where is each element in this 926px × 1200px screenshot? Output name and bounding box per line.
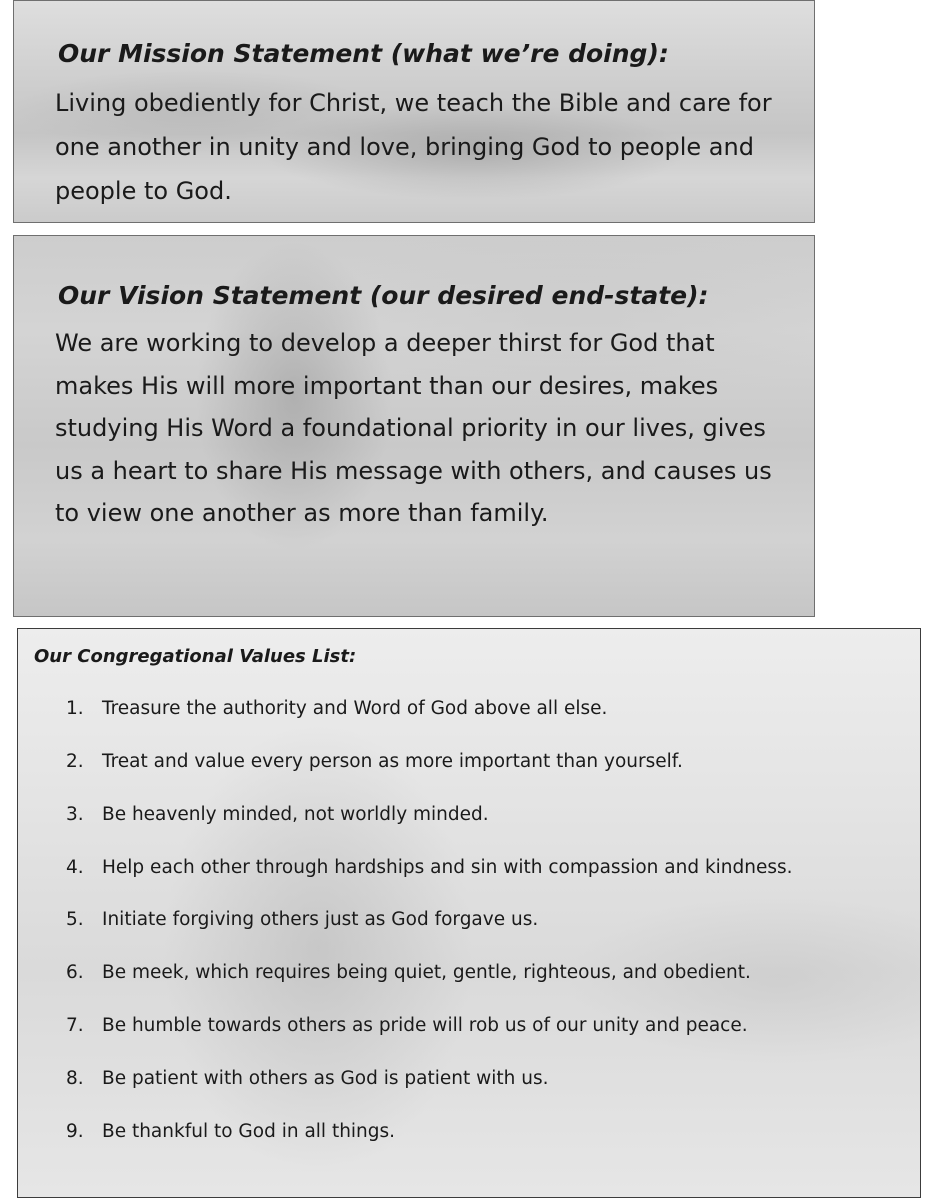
- value-number: 3.: [66, 804, 84, 825]
- mission-statement-panel: [13, 0, 815, 223]
- value-item: [66, 797, 906, 832]
- value-item: [66, 1061, 906, 1096]
- values-heading: Our Congregational Values List:: [34, 646, 357, 667]
- value-number: 9.: [66, 1121, 84, 1142]
- values-list-panel: [17, 628, 921, 1198]
- value-item: [66, 902, 906, 937]
- vision-statement-panel: [13, 235, 815, 617]
- value-item: [66, 744, 906, 779]
- mission-heading: Our Mission Statement (what we’re doing):: [58, 39, 669, 68]
- value-text: Be meek, which requires being quiet, gentle, righteous, and obedient.: [102, 962, 751, 983]
- value-text: Treasure the authority and Word of God above all else.: [102, 698, 608, 719]
- value-number: 2.: [66, 751, 84, 772]
- value-number: 4.: [66, 857, 84, 878]
- value-number: 8.: [66, 1068, 84, 1089]
- value-text: Be patient with others as God is patient with us.: [102, 1068, 549, 1089]
- value-text: Help each other through hardships and sin with compassion and kindness.: [102, 857, 793, 878]
- value-number: 7.: [66, 1015, 84, 1036]
- values-list: [66, 691, 906, 1167]
- value-text: Treat and value every person as more important than yourself.: [102, 751, 683, 772]
- vision-heading: Our Vision Statement (our desired end-state):: [58, 281, 709, 310]
- value-text: Be thankful to God in all things.: [102, 1121, 396, 1142]
- value-item: [66, 691, 906, 726]
- value-number: 6.: [66, 962, 84, 983]
- value-item: [66, 1008, 906, 1043]
- value-item: [66, 1114, 906, 1149]
- value-number: 5.: [66, 909, 84, 930]
- value-text: Be heavenly minded, not worldly minded.: [102, 804, 489, 825]
- value-item: [66, 850, 906, 885]
- vision-text: We are working to develop a deeper thirst for God that makes His will more important than our desires, makes studying His Word a foundational priority in our lives, gives us a heart to share His message with others, and causes us to view one another as more than family.: [55, 329, 772, 527]
- value-item: [66, 955, 906, 990]
- value-text: Be humble towards others as pride will rob us of our unity and peace.: [102, 1015, 748, 1036]
- value-number: 1.: [66, 698, 84, 719]
- value-text: Initiate forgiving others just as God forgave us.: [102, 909, 539, 930]
- mission-text: Living obediently for Christ, we teach the Bible and care for one another in unity and love, bringing God to people and people to God.: [55, 89, 772, 205]
